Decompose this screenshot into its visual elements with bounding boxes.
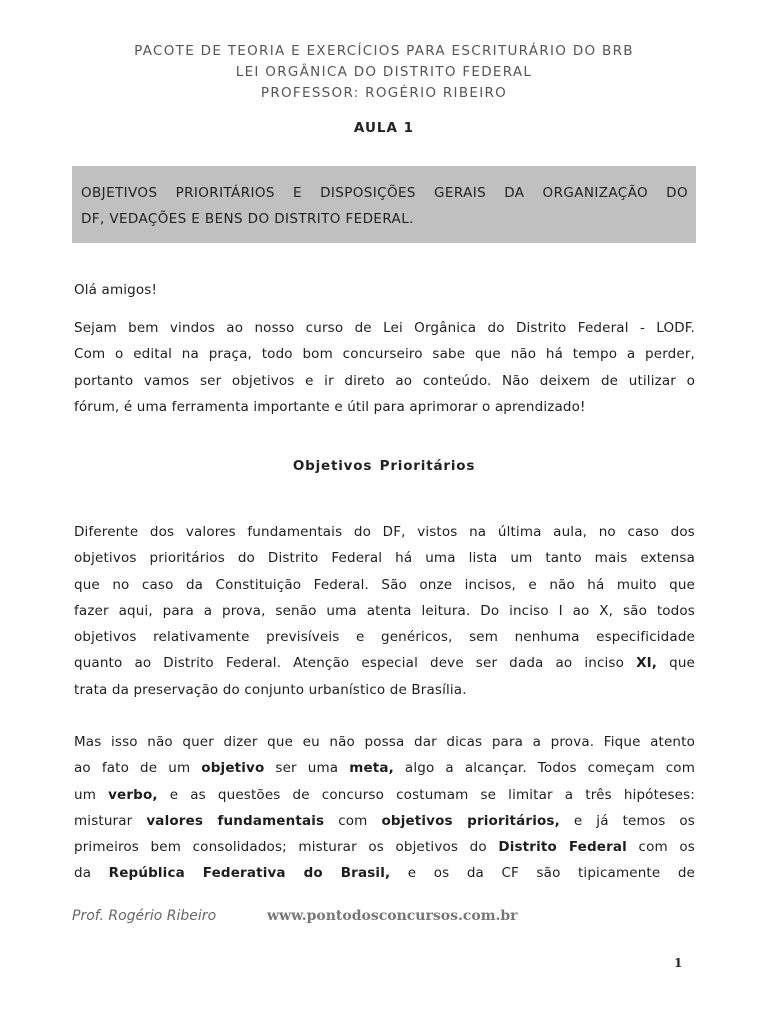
lesson-label: AULA 1 xyxy=(353,120,415,136)
paragraph-line xyxy=(74,834,695,860)
text-run: e as questões de concurso costumam se limitar a três hipóteses: xyxy=(157,786,695,803)
document-header xyxy=(0,41,768,104)
paragraph-line: fazer aqui, para a prova, senão uma atenta leitura. Do inciso I ao X, são todos xyxy=(74,602,695,619)
topic-box xyxy=(72,166,696,243)
emphasis: objetivos prioritários, xyxy=(381,812,560,829)
intro-line: fórum, é uma ferramenta importante e útil para aprimorar o aprendizado! xyxy=(74,398,586,415)
emphasis: objetivo xyxy=(201,760,265,777)
text-run: quanto ao Distrito Federal. Atenção especial deve ser dada ao inciso xyxy=(74,655,637,672)
text-run: com os xyxy=(626,839,695,856)
text-run: com xyxy=(324,812,382,829)
footer-author: Prof. Rogério Ribeiro xyxy=(72,908,217,924)
emphasis-inciso-xi: XI, xyxy=(636,655,658,672)
paragraph-line xyxy=(74,650,695,676)
intro-line: Sejam bem vindos ao nosso curso de Lei Orgânica do Distrito Federal - LODF. xyxy=(74,320,695,336)
text-run: primeiros bem consolidados; misturar os objetivos do xyxy=(74,839,499,856)
text-run: ser uma xyxy=(264,760,350,777)
paragraph-line xyxy=(74,755,695,781)
paragraph-line: que no caso da Constituição Federal. São onze incisos, e não há muito que xyxy=(74,576,695,593)
paragraph-line xyxy=(74,808,695,834)
intro-line: portanto vamos ser objetivos e ir direto ao conteúdo. Não deixem de utilizar o xyxy=(74,372,695,389)
text-run: e já temos os xyxy=(559,812,695,829)
text-run: misturar xyxy=(74,812,147,829)
topic-line-1: OBJETIVOS PRIORITÁRIOS E DISPOSIÇÕES GERAIS DA ORGANIZAÇÃO DO xyxy=(81,185,688,201)
intro-line: Com o edital na praça, todo bom concurseiro sabe que não há tempo a perder, xyxy=(74,346,695,363)
emphasis: Distrito Federal xyxy=(498,839,627,856)
paragraph-line: trata da preservação do conjunto urbanístico de Brasília. xyxy=(74,681,467,698)
page-number: 1 xyxy=(674,956,683,970)
text-run: algo a alcançar. Todos começam com xyxy=(393,760,695,777)
topic-line-2: DF, VEDAÇÕES E BENS DO DISTRITO FEDERAL. xyxy=(81,211,414,227)
body-paragraph-1 xyxy=(74,519,695,703)
paragraph-line: objetivos prioritários do Distrito Federal há uma lista um tanto mais extensa xyxy=(74,550,695,567)
topic-text xyxy=(81,180,688,232)
intro-paragraph xyxy=(74,315,695,420)
section-heading: Objetivos Prioritários xyxy=(292,458,476,474)
text-run: e os da CF são tipicamente de xyxy=(390,865,695,882)
footer-website: www.pontodosconcursos.com.br xyxy=(267,908,518,924)
emphasis: República Federativa do Brasil, xyxy=(108,865,391,882)
greeting: Olá amigos! xyxy=(74,282,158,298)
body-paragraph-2 xyxy=(74,729,695,887)
page-footer xyxy=(72,908,692,928)
paragraph-line: Diferente dos valores fundamentais do DF, vistos na última aula, no caso dos xyxy=(74,524,695,540)
emphasis: meta, xyxy=(349,760,394,777)
paragraph-line: Mas isso não quer dizer que eu não possa dar dicas para a prova. Fique atento xyxy=(74,734,695,750)
paragraph-line xyxy=(74,860,695,886)
text-run: que xyxy=(657,655,695,672)
emphasis: verbo, xyxy=(108,786,158,803)
text-run: um xyxy=(74,786,109,803)
paragraph-line: objetivos relativamente previsíveis e genéricos, sem nenhuma especificidade xyxy=(74,629,695,646)
text-run: da xyxy=(74,865,109,882)
header-subject: LEI ORGÂNICA DO DISTRITO FEDERAL xyxy=(235,64,533,80)
text-run: ao fato de um xyxy=(74,760,202,777)
header-professor: PROFESSOR: ROGÉRIO RIBEIRO xyxy=(260,85,508,101)
paragraph-line xyxy=(74,782,695,808)
emphasis: valores fundamentais xyxy=(146,812,325,829)
header-course-title: PACOTE DE TEORIA E EXERCÍCIOS PARA ESCRITURÁRIO DO BRB xyxy=(134,43,634,59)
